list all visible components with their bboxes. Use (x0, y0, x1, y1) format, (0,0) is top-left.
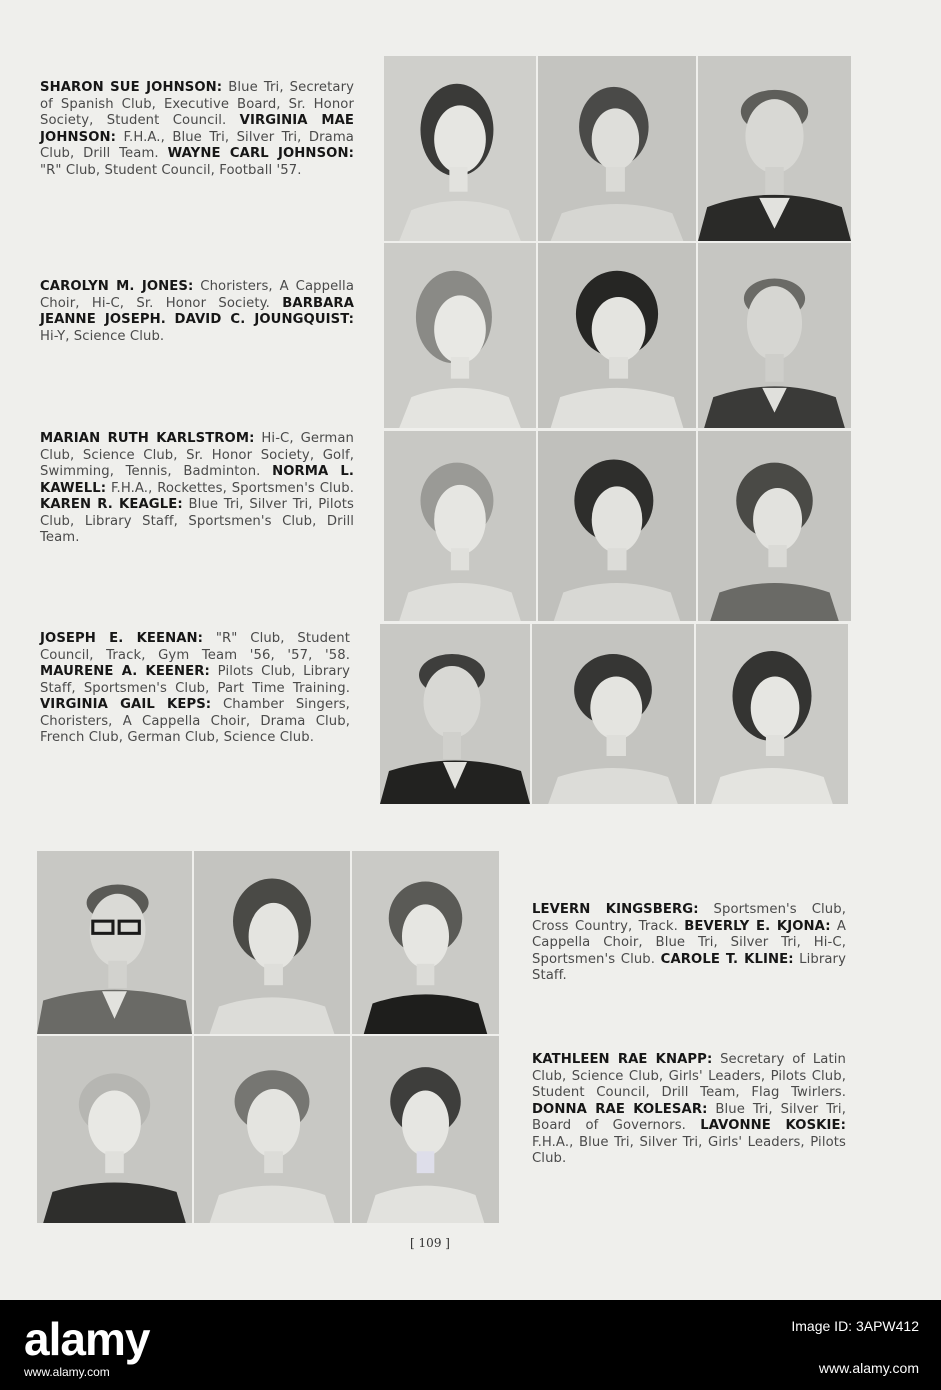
student-name: KATHLEEN RAE KNAPP: (532, 1052, 713, 1067)
student-activities: A Cappella Choir, Blue Tri, Silver Tri, Hi-C, Sportsmen's Club. (532, 918, 846, 967)
portrait-virginia-johnson (538, 56, 696, 241)
portrait-photo (37, 1036, 192, 1223)
portrait-photo (696, 624, 848, 804)
portrait-marian-karlstrom (384, 431, 536, 621)
portrait-kathleen-knapp (37, 1036, 192, 1223)
portrait-photo (194, 851, 350, 1034)
student-name: CAROLE T. KLINE: (660, 951, 794, 967)
student-name: VIRGINIA GAIL KEPS: (40, 697, 212, 712)
student-name: JOSEPH E. KEENAN: (40, 631, 204, 646)
portrait-wayne-johnson (698, 56, 851, 241)
portrait-photo (698, 56, 851, 241)
portrait-photo (352, 851, 499, 1034)
caption-jones (40, 279, 354, 345)
student-name: SHARON SUE JOHNSON: (40, 80, 223, 95)
portrait-photo (538, 56, 696, 241)
site-url: www.alamy.com (818, 1360, 919, 1376)
student-activities (166, 312, 175, 327)
student-activities: F.H.A., Blue Tri, Silver Tri, Drama Club, Drill Team. (40, 129, 354, 161)
portrait-photo (384, 431, 536, 621)
portrait-photo (37, 851, 192, 1034)
portrait-lavonne-koskie (352, 1036, 499, 1223)
caption-johnson (40, 80, 354, 179)
portrait-photo (380, 624, 530, 804)
student-activities: F.H.A., Blue Tri, Silver Tri, Girls' Leaders, Pilots Club. (532, 1134, 846, 1166)
portrait-david-joungquist (698, 243, 851, 428)
portrait-maurene-keener (532, 624, 694, 804)
caption-kingsberg (532, 902, 846, 985)
student-name: DONNA RAE KOLESAR: (532, 1101, 708, 1117)
watermark-logo: alamy (24, 1313, 150, 1365)
image-id: Image ID: 3APW412 (791, 1318, 919, 1334)
student-activities: Chamber Singers, Choristers, A Cappella Choir, Drama Club, French Club, German Club, Science Club. (40, 697, 350, 745)
portrait-virginia-keps (696, 624, 848, 804)
portrait-photo (384, 243, 536, 428)
student-activities: F.H.A., Rockettes, Sportsmen's Club. (106, 480, 354, 496)
student-activities: Hi-C, German Club, Science Club, Sr. Honor Society, Golf, Swimming, Tennis, Badminton. (40, 431, 355, 479)
portrait-photo (532, 624, 694, 804)
portrait-photo (538, 431, 696, 621)
student-name: BEVERLY E. KJONA: (684, 918, 831, 934)
student-name: CAROLYN M. JONES: (40, 279, 194, 294)
student-name: VIRGINIA MAE JOHNSON: (40, 113, 354, 145)
student-name: LAVONNE KOSKIE: (700, 1118, 846, 1133)
portrait-photo (698, 431, 851, 621)
portrait-carolyn-jones (384, 243, 536, 428)
portrait-karen-keagle (698, 431, 851, 621)
portrait-photo (352, 1036, 499, 1223)
caption-karlstrom (40, 431, 354, 547)
portrait-joseph-keenan (380, 624, 530, 804)
portrait-photo (538, 243, 696, 428)
portrait-carole-kline (352, 851, 499, 1034)
student-name: WAYNE CARL JOHNSON: (167, 146, 354, 161)
portrait-norma-kawell (538, 431, 696, 621)
student-activities: Hi-Y, Science Club. (40, 328, 165, 344)
portrait-levern-kingsberg (37, 851, 192, 1034)
student-name: BARBARA JEANNE JOSEPH. (40, 295, 354, 327)
portrait-beverly-kjona (194, 851, 350, 1034)
portrait-photo (384, 56, 536, 241)
portrait-sharon-johnson (384, 56, 536, 241)
student-activities: "R" Club, Student Council, Football '57. (40, 162, 302, 178)
caption-knapp (532, 1052, 846, 1168)
student-activities: Blue Tri, Secretary of Spanish Club, Executive Board, Sr. Honor Society, Student Council. (40, 80, 355, 128)
portrait-photo (194, 1036, 350, 1223)
student-activities: Blue Tri, Silver Tri, Pilots Club, Library Staff, Sportsmen's Club, Drill Team. (40, 497, 355, 545)
student-activities: Sportsmen's Club, Cross Country, Track. (532, 902, 846, 934)
student-name: KAREN R. KEAGLE: (40, 497, 183, 512)
portrait-photo (698, 243, 851, 428)
student-activities: Blue Tri, Silver Tri, Board of Governors. (532, 1101, 846, 1133)
portrait-barbara-joseph (538, 243, 696, 428)
student-activities: Choristers, A Cappella Choir, Hi-C, Sr. Honor Society. (40, 279, 354, 311)
student-name: DAVID C. JOUNGQUIST: (174, 312, 355, 327)
student-name: MARIAN RUTH KARLSTROM: (40, 431, 255, 446)
student-activities: "R" Club, Student Council, Track, Gym Team '56, '57, '58. (40, 631, 350, 663)
student-name: LEVERN KINGSBERG: (532, 902, 699, 917)
student-activities: Pilots Club, Library Staff, Sportsmen's Club, Part Time Training. (40, 664, 350, 696)
watermark-logo-url: www.alamy.com (24, 1365, 110, 1379)
student-name: NORMA L. KAWELL: (40, 464, 354, 496)
caption-keenan (40, 631, 350, 747)
page-number: [ 109 ] (410, 1236, 450, 1250)
portrait-donna-kolesar (194, 1036, 350, 1223)
student-name: MAURENE A. KEENER: (40, 664, 210, 679)
student-activities: Library Staff. (532, 951, 846, 983)
student-activities: Secretary of Latin Club, Science Club, Girls' Leaders, Pilots Club, Student Council, Drill Team, Flag Twirlers. (532, 1052, 846, 1100)
